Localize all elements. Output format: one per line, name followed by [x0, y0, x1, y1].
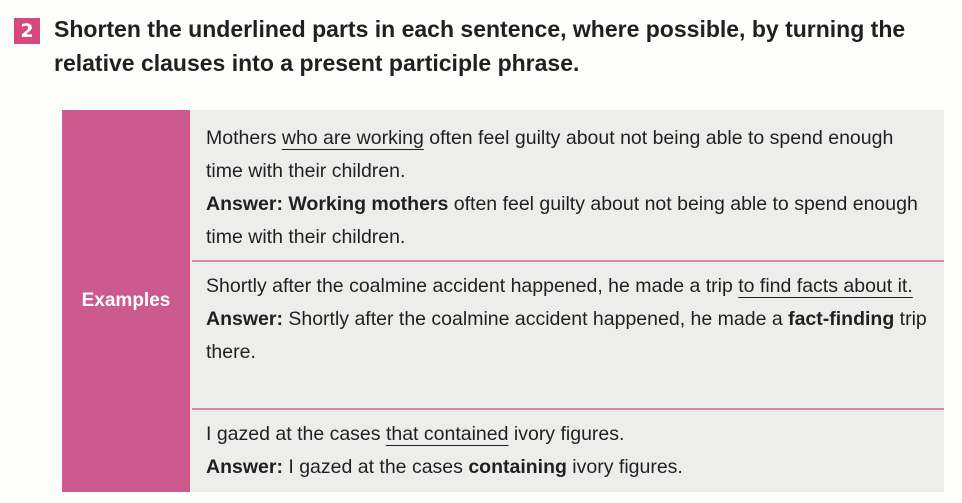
sentence-text: ivory figures. — [508, 423, 625, 445]
example-sentence — [206, 122, 934, 188]
examples-side-label — [62, 110, 190, 492]
underlined-clause: that contained — [385, 423, 509, 445]
answer-shortened-phrase: Working mothers — [288, 193, 449, 215]
answer-label: Answer: — [206, 456, 283, 478]
answer-label: Answer: — [206, 308, 283, 330]
instruction-line-1: Shorten the underlined parts in each sentence, where possible, by turning the — [54, 16, 906, 42]
example-answer — [206, 303, 934, 369]
example-sentence — [206, 270, 934, 303]
sentence-text: often feel guilty about not being able to spend enough time with their children. — [206, 127, 894, 182]
instruction-line-2: relative clauses into a present participle phrase. — [54, 50, 580, 76]
answer-shortened-phrase: containing — [468, 456, 567, 478]
sentence-text: I gazed at the cases — [206, 423, 386, 445]
answer-shortened-phrase: fact-finding — [788, 308, 895, 330]
example-sentence — [206, 418, 934, 451]
sentence-text: Shortly after the coalmine accident happened, he made a trip — [206, 275, 739, 297]
answer-text: ivory figures. — [566, 456, 683, 478]
exercise-number-badge: 2 — [14, 18, 40, 44]
example-answer — [206, 451, 934, 484]
examples-box — [62, 110, 944, 492]
underlined-clause: to find facts about it. — [738, 275, 913, 297]
exercise-instruction — [54, 12, 954, 80]
examples-label: Examples — [81, 290, 171, 311]
answer-text: Shortly after the coalmine accident happened, he made a — [282, 308, 789, 330]
example-answer — [206, 188, 934, 254]
answer-label: Answer: — [206, 193, 283, 215]
answer-text: often feel guilty about not being able to spend enough time with their children. — [206, 193, 918, 248]
answer-text: I gazed at the cases — [282, 456, 469, 478]
row-divider — [192, 260, 944, 262]
sentence-text: Mothers — [206, 127, 282, 149]
example-item — [192, 116, 944, 262]
row-divider — [192, 408, 944, 410]
answer-text: trip there. — [206, 308, 927, 363]
example-item — [192, 264, 944, 410]
example-item — [192, 412, 944, 492]
underlined-clause: who are working — [281, 127, 424, 149]
